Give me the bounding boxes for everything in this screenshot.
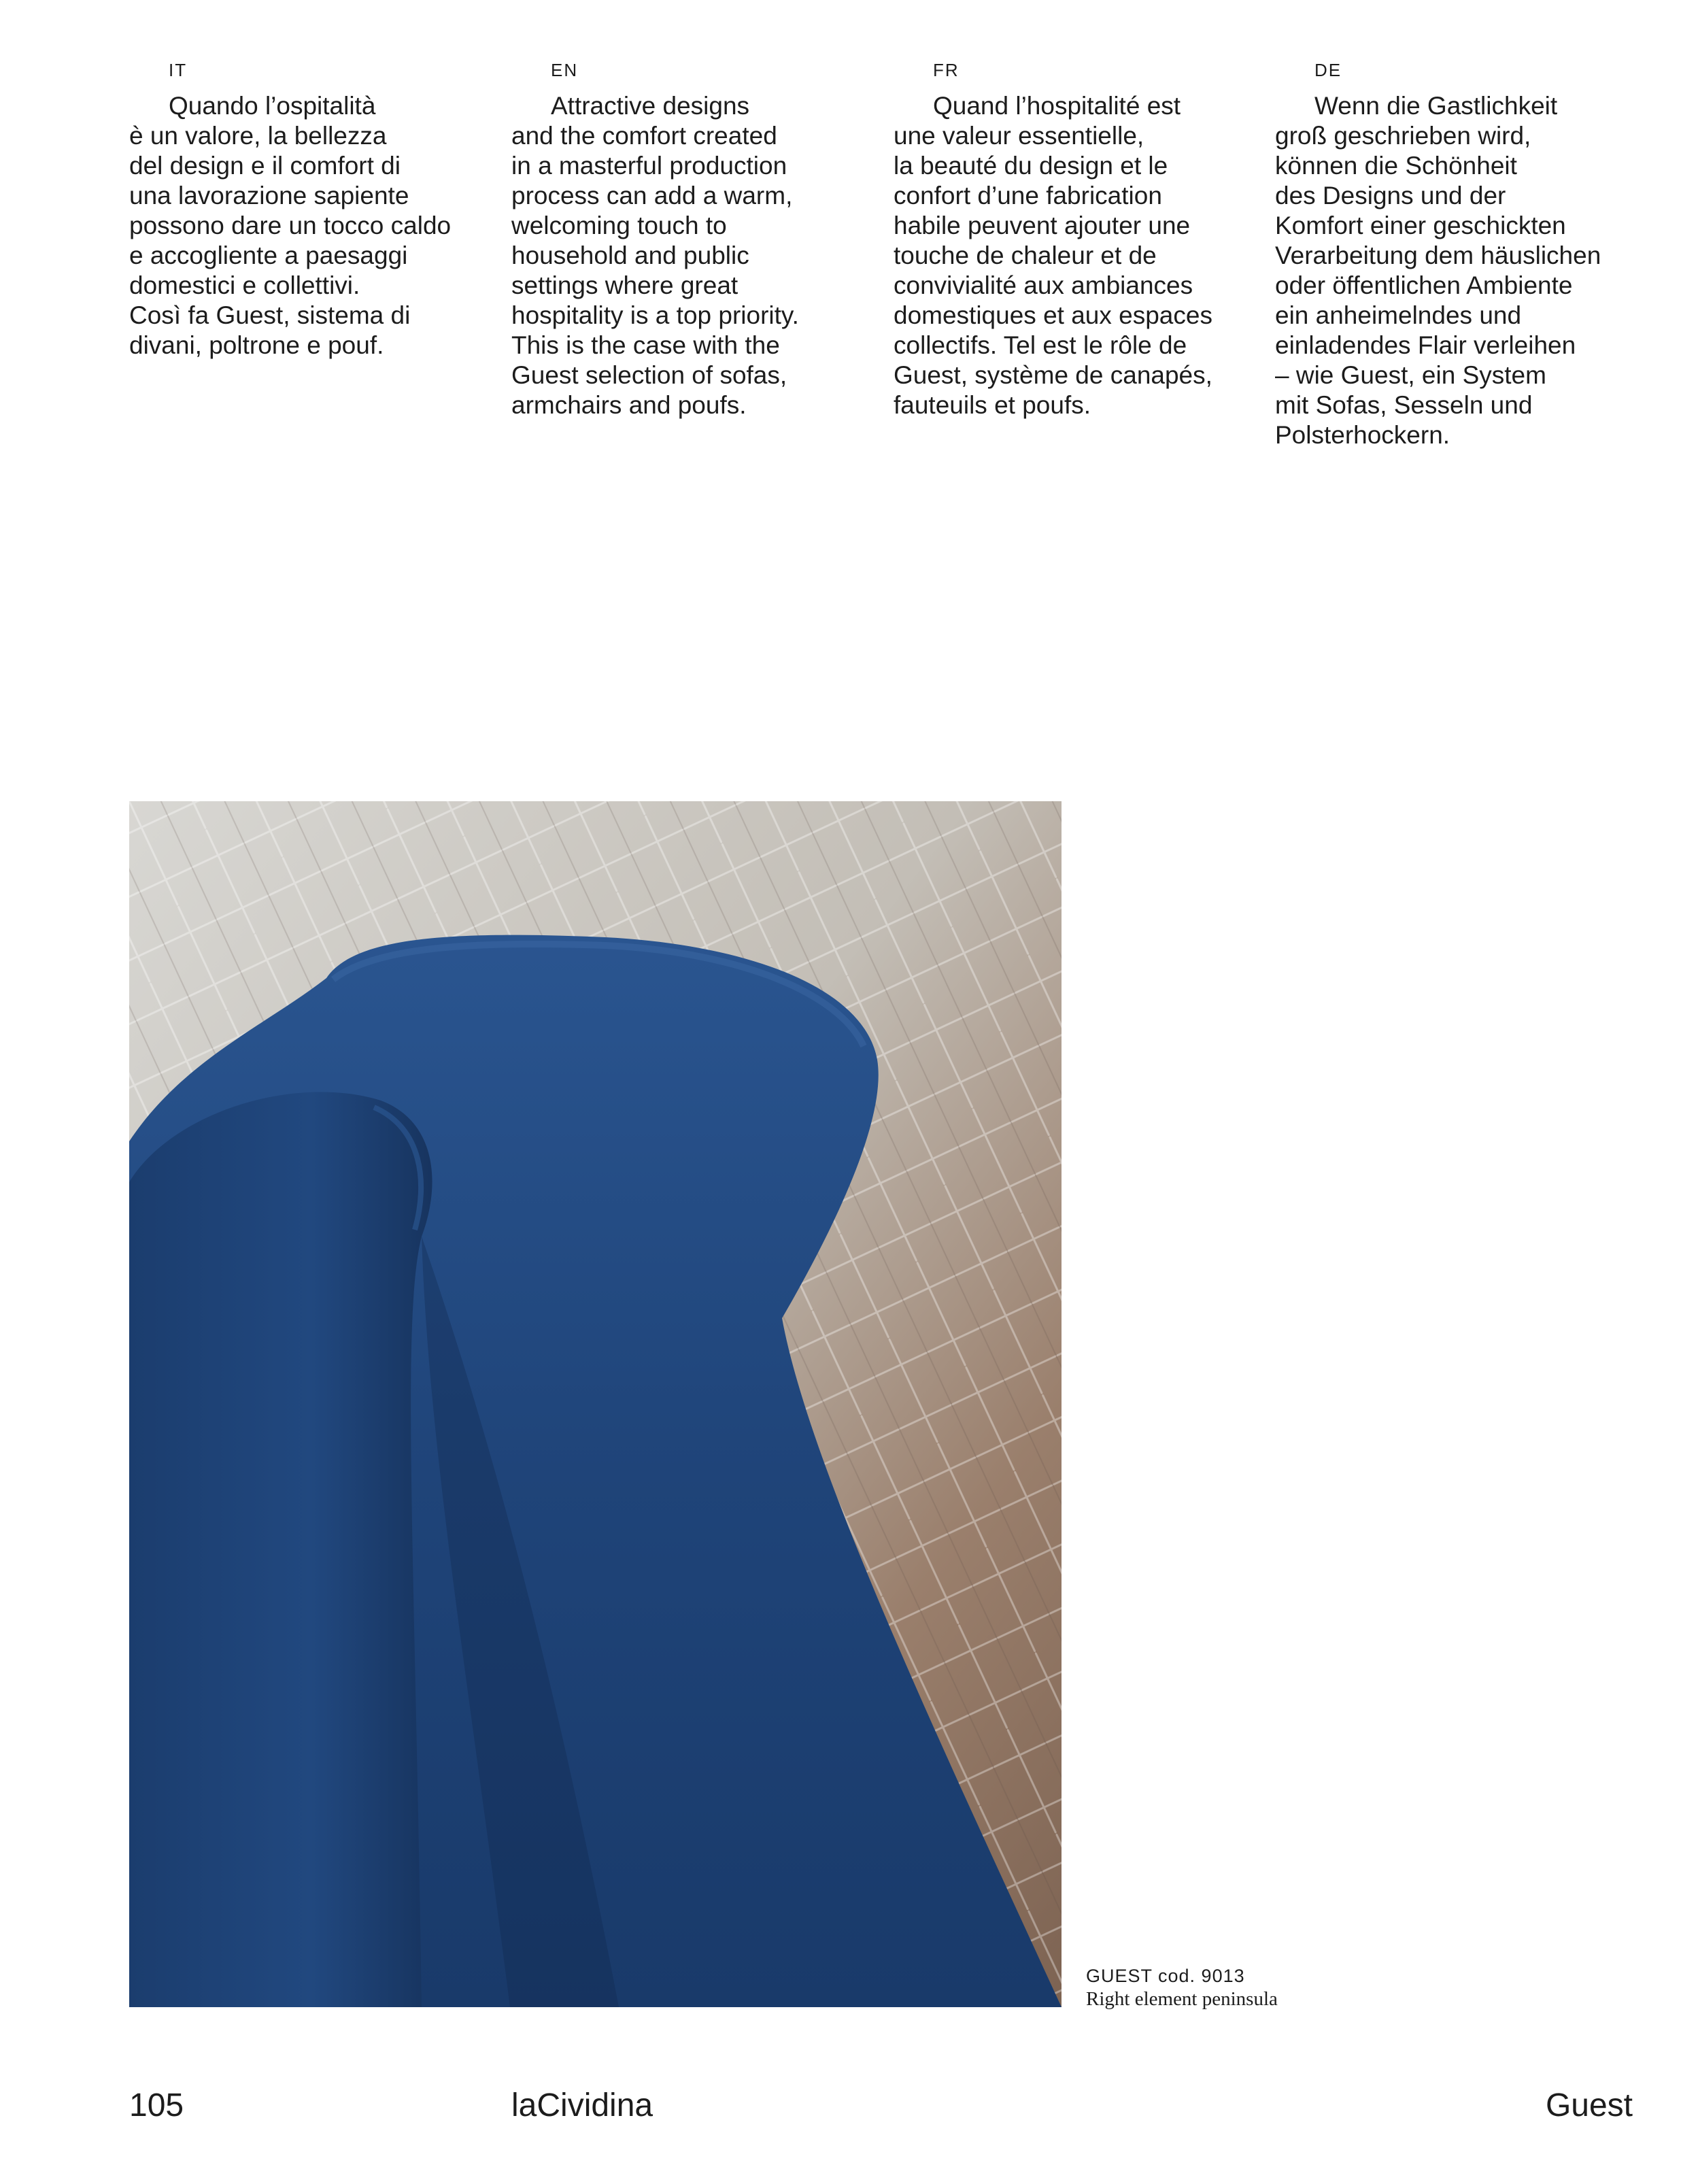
product-code: GUEST cod. 9013	[1086, 1966, 1245, 1986]
product-name: Guest	[1545, 2087, 1633, 2123]
photo-caption	[1086, 1964, 1278, 2011]
page-number: 105	[129, 2087, 184, 2123]
language-label: FR	[933, 60, 960, 80]
language-label: EN	[551, 60, 579, 80]
brand-name: laCividina	[511, 2087, 653, 2123]
language-label: DE	[1314, 60, 1342, 80]
column-text: Quando l’ospitalità è un valore, la bellezza del design e il comfort di una lavorazione sapiente possono dare un tocco caldo e accogliente a paesaggi domestici e collettivi. Così fa Guest, sistema di divani, poltrone e pouf.	[129, 92, 452, 359]
product-photo	[129, 801, 1062, 2007]
sofa-photo-illustration	[129, 801, 1062, 2007]
column-text: Quand l’hospitalité est une valeur essentielle, la beauté du design et le confort d’une fabrication habile peuvent ajouter une touche de chaleur et de convivialité aux ambiances domestiques et aux espaces collectifs. Tel est le rôle de Guest, système de canapés, fauteuils et poufs.	[894, 92, 1212, 419]
column-text: Wenn die Gastlichkeit groß geschrieben wird, können die Schönheit des Designs und der Komfort einer geschickten Verarbeitung dem häuslichen oder öffentlichen Ambiente ein anheimelndes und einladendes Flair verleihen – wie Guest, ein System mit Sofas, Sesseln und Polsterhockern.	[1275, 92, 1601, 449]
column-text: Attractive designs and the comfort created in a masterful production process can add a warm, welcoming touch to household and public settings where great hospitality is a top priority. This is the case with the Guest selection of sofas, armchairs and poufs.	[511, 92, 799, 419]
product-description: Right element peninsula	[1086, 1988, 1278, 2010]
language-label: IT	[169, 60, 188, 80]
